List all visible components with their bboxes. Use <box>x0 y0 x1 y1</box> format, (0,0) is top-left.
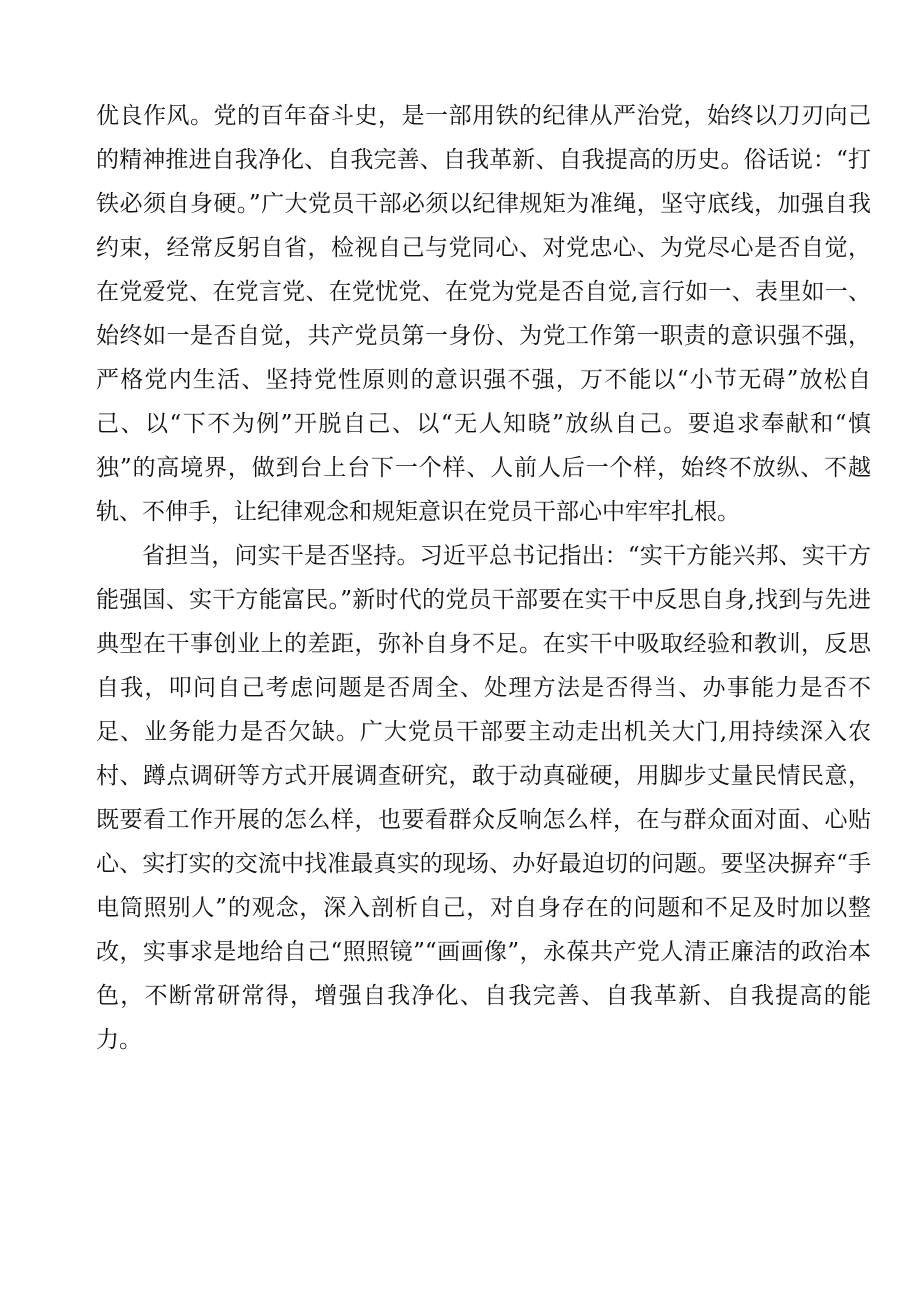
document-body <box>96 94 871 1062</box>
paragraph-2: 省担当，问实干是否坚持。习近平总书记指出：“实干方能兴邦、实干方能强国、实干方能富民。”新时代的党员干部要在实干中反思自身,找到与先进典型在干事创业上的差距，弥补自身不足。在实干中吸取经验和教训，反思自我，叩问自己考虑问题是否周全、处理方法是否得当、办事能力是否不足、业务能力是否欠缺。广大党员干部要主动走出机关大门,用持续深入农村、蹲点调研等方式开展调查研究，敢于动真碰硬，用脚步丈量民情民意，既要看工作开展的怎么样，也要看群众反响怎么样，在与群众面对面、心贴心、实打实的交流中找准最真实的现场、办好最迫切的问题。要坚决摒弃“手电筒照别人”的观念，深入剖析自己，对自身存在的问题和不足及时加以整改，实事求是地给自己“照照镜”“画画像”，永葆共产党人清正廉洁的政治本色，不断常研常得，增强自我净化、自我完善、自我革新、自我提高的能力。 <box>96 543 871 1053</box>
paragraph-1: 优良作风。党的百年奋斗史，是一部用铁的纪律从严治党，始终以刀刃向己的精神推进自我净化、自我完善、自我革新、自我提高的历史。俗话说：“打铁必须自身硬。”广大党员干部必须以纪律规矩为准绳，坚守底线，加强自我约束，经常反躬自省，检视自己与党同心、对党忠心、为党尽心是否自觉，在党爱党、在党言党、在党忧党、在党为党是否自觉,言行如一、表里如一、始终如一是否自觉，共产党员第一身份、为党工作第一职责的意识强不强，严格党内生活、坚持党性原则的意识强不强，万不能以“小节无碍”放松自己、以“下不为例”开脱自己、以“无人知晓”放纵自己。要追求奉献和“慎独”的高境界，做到台上台下一个样、人前人后一个样，始终不放纵、不越轨、不伸手，让纪律观念和规矩意识在党员干部心中牢牢扎根。 <box>96 103 871 525</box>
